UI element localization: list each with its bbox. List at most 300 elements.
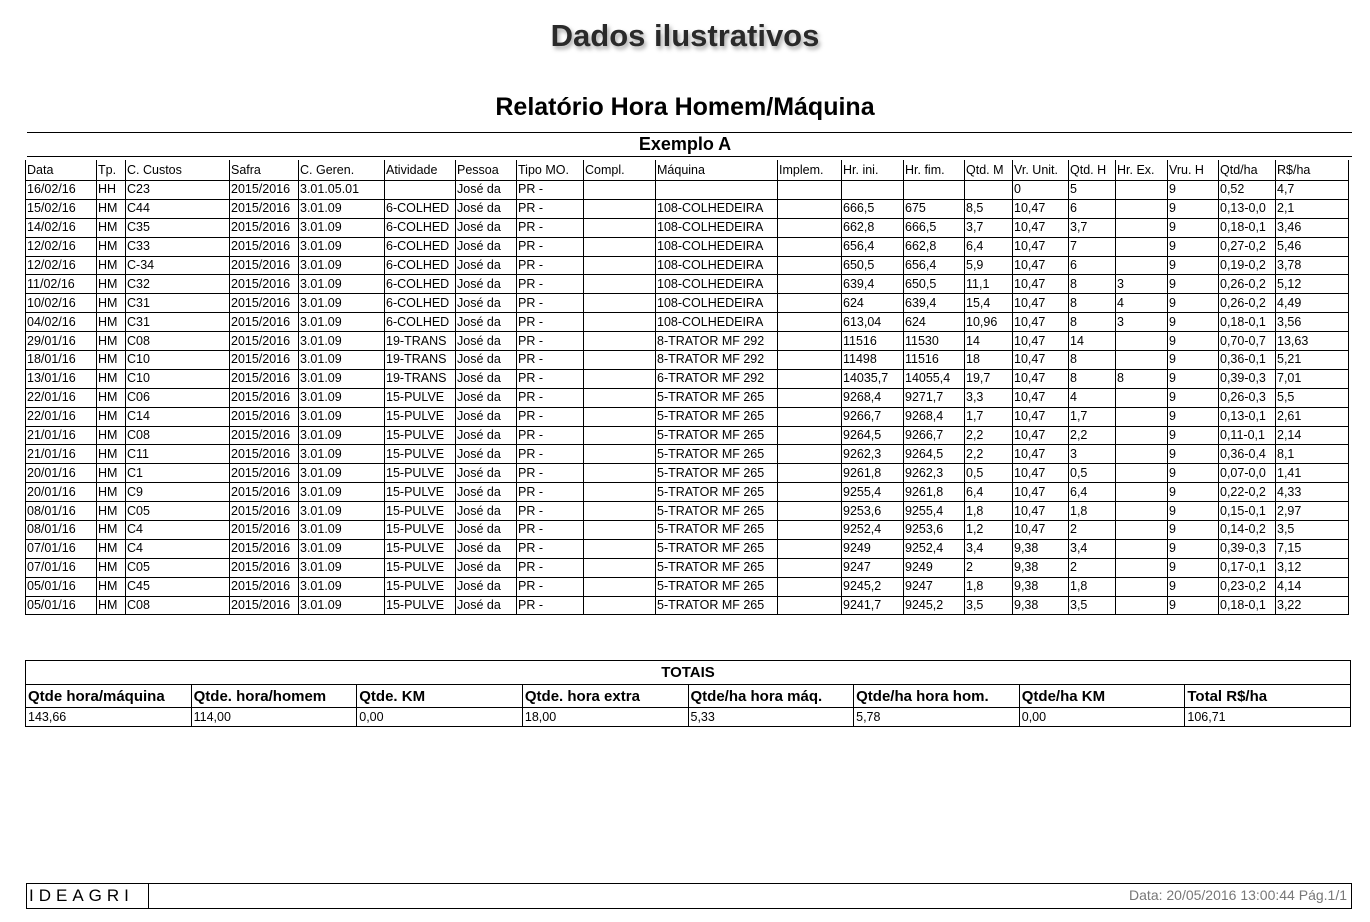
- totals-value: 0,00: [357, 708, 523, 727]
- table-cell: 2: [1069, 558, 1116, 577]
- table-cell: 3.01.09: [299, 369, 385, 388]
- table-cell: PR -: [517, 464, 584, 483]
- table-cell: 9: [1168, 275, 1219, 294]
- table-cell: 3.01.09: [299, 558, 385, 577]
- table-cell: 9245,2: [904, 596, 965, 615]
- table-cell: 9262,3: [904, 464, 965, 483]
- totals-column-header: Qtde. hora extra: [522, 685, 688, 708]
- table-cell: C44: [126, 199, 230, 218]
- table-cell: [904, 181, 965, 200]
- table-row: [26, 294, 1349, 313]
- table-cell: 2015/2016: [230, 369, 299, 388]
- table-cell: 4,7: [1276, 181, 1349, 200]
- table-cell: [778, 275, 842, 294]
- table-cell: [584, 558, 656, 577]
- table-cell: PR -: [517, 502, 584, 521]
- table-cell: 650,5: [842, 256, 904, 275]
- table-cell: 3.01.09: [299, 237, 385, 256]
- table-cell: [1116, 407, 1168, 426]
- table-cell: [965, 181, 1013, 200]
- table-cell: 10,47: [1013, 294, 1069, 313]
- table-cell: [584, 256, 656, 275]
- table-cell: [778, 558, 842, 577]
- table-cell: C4: [126, 521, 230, 540]
- table-cell: 10,47: [1013, 237, 1069, 256]
- totals-value: 5,33: [688, 708, 854, 727]
- table-cell: 9249: [904, 558, 965, 577]
- table-cell: 8: [1069, 369, 1116, 388]
- column-header: Safra: [230, 160, 299, 181]
- table-cell: 0,26-0,2: [1219, 275, 1276, 294]
- totals-column-header: Qtde/ha hora hom.: [854, 685, 1020, 708]
- column-header: Hr. ini.: [842, 160, 904, 181]
- table-cell: 5-TRATOR MF 265: [656, 445, 778, 464]
- table-cell: HM: [97, 426, 126, 445]
- table-cell: 9252,4: [904, 539, 965, 558]
- table-cell: [584, 464, 656, 483]
- table-cell: 9252,4: [842, 521, 904, 540]
- table-cell: 3.01.09: [299, 313, 385, 332]
- table-cell: 15-PULVE: [385, 407, 456, 426]
- table-cell: 0,15-0,1: [1219, 502, 1276, 521]
- table-cell: [584, 445, 656, 464]
- table-cell: 15-PULVE: [385, 426, 456, 445]
- table-cell: 10,47: [1013, 256, 1069, 275]
- table-cell: 3.01.09: [299, 539, 385, 558]
- table-cell: José da: [456, 275, 517, 294]
- table-cell: C06: [126, 388, 230, 407]
- table-cell: 2015/2016: [230, 256, 299, 275]
- table-cell: 3.01.09: [299, 426, 385, 445]
- table-cell: 9: [1168, 332, 1219, 351]
- totals-value: 106,71: [1185, 708, 1351, 727]
- table-cell: 8: [1069, 275, 1116, 294]
- table-cell: 15-PULVE: [385, 539, 456, 558]
- table-cell: 3: [1116, 275, 1168, 294]
- table-cell: 9245,2: [842, 577, 904, 596]
- column-header: Qtd/ha: [1219, 160, 1276, 181]
- table-cell: HM: [97, 388, 126, 407]
- table-cell: 2015/2016: [230, 181, 299, 200]
- table-cell: 20/01/16: [26, 483, 97, 502]
- table-cell: 3.01.09: [299, 332, 385, 351]
- table-cell: 9: [1168, 502, 1219, 521]
- table-cell: [1116, 558, 1168, 577]
- table-cell: 624: [904, 313, 965, 332]
- table-cell: [778, 313, 842, 332]
- table-cell: 0,36-0,1: [1219, 351, 1276, 370]
- table-cell: 9: [1168, 237, 1219, 256]
- table-cell: [584, 369, 656, 388]
- table-cell: 10,47: [1013, 351, 1069, 370]
- table-cell: 7,15: [1276, 539, 1349, 558]
- table-cell: 6-COLHED: [385, 275, 456, 294]
- table-cell: 9,38: [1013, 539, 1069, 558]
- column-header: Implem.: [778, 160, 842, 181]
- totals-value: 143,66: [26, 708, 192, 727]
- table-cell: 6-COLHED: [385, 199, 456, 218]
- table-cell: 08/01/16: [26, 521, 97, 540]
- column-header: Hr. fim.: [904, 160, 965, 181]
- table-cell: [778, 351, 842, 370]
- table-cell: 19-TRANS: [385, 369, 456, 388]
- table-cell: 0,19-0,2: [1219, 256, 1276, 275]
- totals-caption: TOTAIS: [26, 661, 1351, 685]
- table-cell: 3.01.09: [299, 275, 385, 294]
- table-cell: 2015/2016: [230, 596, 299, 615]
- table-cell: 10,96: [965, 313, 1013, 332]
- table-row: [26, 332, 1349, 351]
- table-cell: 2015/2016: [230, 199, 299, 218]
- table-cell: 9253,6: [904, 521, 965, 540]
- divider: [27, 132, 1352, 133]
- ideagri-logo: IDEAGRI: [27, 884, 149, 908]
- table-cell: 2015/2016: [230, 351, 299, 370]
- table-cell: 9261,8: [904, 483, 965, 502]
- table-cell: José da: [456, 369, 517, 388]
- table-cell: 662,8: [904, 237, 965, 256]
- table-row: [26, 369, 1349, 388]
- table-cell: PR -: [517, 294, 584, 313]
- table-cell: [778, 445, 842, 464]
- table-cell: [584, 483, 656, 502]
- table-cell: 2,61: [1276, 407, 1349, 426]
- table-cell: 3.01.05.01: [299, 181, 385, 200]
- footer-date-page: Data: 20/05/2016 13:00:44 Pág.1/1: [1129, 887, 1347, 903]
- table-cell: 2015/2016: [230, 332, 299, 351]
- table-cell: 0,5: [1069, 464, 1116, 483]
- table-cell: 9: [1168, 539, 1219, 558]
- table-cell: 21/01/16: [26, 426, 97, 445]
- table-cell: 5-TRATOR MF 265: [656, 407, 778, 426]
- report-subtitle: Exemplo A: [638, 134, 732, 154]
- table-cell: 5,5: [1276, 388, 1349, 407]
- table-cell: 666,5: [842, 199, 904, 218]
- table-cell: 18/01/16: [26, 351, 97, 370]
- table-cell: 07/01/16: [26, 558, 97, 577]
- column-header: Vru. H: [1168, 160, 1219, 181]
- table-cell: 6,4: [1069, 483, 1116, 502]
- table-cell: José da: [456, 558, 517, 577]
- table-cell: 11/02/16: [26, 275, 97, 294]
- table-cell: 14055,4: [904, 369, 965, 388]
- table-cell: 5: [1069, 181, 1116, 200]
- table-cell: 9268,4: [904, 407, 965, 426]
- table-cell: 3,3: [965, 388, 1013, 407]
- table-cell: 13/01/16: [26, 369, 97, 388]
- table-cell: 9: [1168, 483, 1219, 502]
- table-cell: 19,7: [965, 369, 1013, 388]
- table-cell: 15,4: [965, 294, 1013, 313]
- table-cell: 1,8: [1069, 577, 1116, 596]
- table-cell: [584, 351, 656, 370]
- table-cell: 2015/2016: [230, 313, 299, 332]
- table-cell: 108-COLHEDEIRA: [656, 313, 778, 332]
- table-row: [26, 521, 1349, 540]
- table-cell: HM: [97, 464, 126, 483]
- watermark-banner: Dados ilustrativos: [550, 18, 820, 53]
- table-cell: 5-TRATOR MF 265: [656, 426, 778, 445]
- table-cell: PR -: [517, 426, 584, 445]
- table-cell: 05/01/16: [26, 577, 97, 596]
- totals-value: 18,00: [522, 708, 688, 727]
- table-cell: 666,5: [904, 218, 965, 237]
- totals-column-header: Qtde. hora/homem: [191, 685, 357, 708]
- table-cell: José da: [456, 313, 517, 332]
- table-cell: 8-TRATOR MF 292: [656, 332, 778, 351]
- table-cell: [778, 332, 842, 351]
- table-cell: C35: [126, 218, 230, 237]
- table-cell: 9: [1168, 596, 1219, 615]
- table-cell: 8: [1069, 294, 1116, 313]
- table-cell: 9: [1168, 445, 1219, 464]
- totals-value: 5,78: [854, 708, 1020, 727]
- table-cell: 2015/2016: [230, 558, 299, 577]
- table-cell: [584, 199, 656, 218]
- records-table: [25, 160, 1349, 615]
- table-cell: HM: [97, 218, 126, 237]
- column-header: Compl.: [584, 160, 656, 181]
- table-cell: 11516: [904, 351, 965, 370]
- table-cell: [385, 181, 456, 200]
- column-header: Vr. Unit.: [1013, 160, 1069, 181]
- table-cell: [584, 521, 656, 540]
- table-cell: 108-COLHEDEIRA: [656, 199, 778, 218]
- table-row: [26, 596, 1349, 615]
- table-cell: 4,49: [1276, 294, 1349, 313]
- table-cell: 108-COLHEDEIRA: [656, 237, 778, 256]
- table-cell: 3.01.09: [299, 218, 385, 237]
- table-cell: 15-PULVE: [385, 521, 456, 540]
- table-row: [26, 218, 1349, 237]
- table-cell: 0,26-0,2: [1219, 294, 1276, 313]
- table-cell: HH: [97, 181, 126, 200]
- table-cell: José da: [456, 577, 517, 596]
- table-cell: 10,47: [1013, 199, 1069, 218]
- table-cell: 9266,7: [842, 407, 904, 426]
- table-cell: 0,5: [965, 464, 1013, 483]
- totals-column-header: Total R$/ha: [1185, 685, 1351, 708]
- table-cell: C14: [126, 407, 230, 426]
- table-cell: 108-COLHEDEIRA: [656, 275, 778, 294]
- table-cell: 1,7: [1069, 407, 1116, 426]
- table-cell: 9: [1168, 218, 1219, 237]
- table-cell: 6-COLHED: [385, 256, 456, 275]
- totals-value: 0,00: [1019, 708, 1185, 727]
- table-cell: 4,33: [1276, 483, 1349, 502]
- table-cell: C45: [126, 577, 230, 596]
- table-cell: 0,26-0,3: [1219, 388, 1276, 407]
- table-cell: [778, 388, 842, 407]
- table-cell: HM: [97, 539, 126, 558]
- table-cell: [778, 577, 842, 596]
- table-cell: [778, 237, 842, 256]
- table-cell: HM: [97, 483, 126, 502]
- table-cell: PR -: [517, 275, 584, 294]
- table-cell: 9247: [904, 577, 965, 596]
- column-header: Tp.: [97, 160, 126, 181]
- table-cell: [584, 237, 656, 256]
- table-cell: 10,47: [1013, 275, 1069, 294]
- column-header: C. Geren.: [299, 160, 385, 181]
- table-cell: 9: [1168, 351, 1219, 370]
- table-cell: 5-TRATOR MF 265: [656, 577, 778, 596]
- table-cell: 108-COLHEDEIRA: [656, 256, 778, 275]
- table-cell: 3: [1116, 313, 1168, 332]
- table-cell: [1116, 426, 1168, 445]
- table-cell: 3,78: [1276, 256, 1349, 275]
- table-row: [26, 464, 1349, 483]
- table-cell: HM: [97, 577, 126, 596]
- table-cell: 3.01.09: [299, 502, 385, 521]
- table-cell: PR -: [517, 351, 584, 370]
- table-row: [26, 275, 1349, 294]
- table-cell: 9: [1168, 426, 1219, 445]
- table-cell: [584, 388, 656, 407]
- table-cell: [1116, 539, 1168, 558]
- table-cell: 5,46: [1276, 237, 1349, 256]
- table-cell: 3.01.09: [299, 407, 385, 426]
- table-cell: 2015/2016: [230, 388, 299, 407]
- table-cell: 10/02/16: [26, 294, 97, 313]
- table-cell: 9262,3: [842, 445, 904, 464]
- table-cell: 639,4: [904, 294, 965, 313]
- table-cell: 9271,7: [904, 388, 965, 407]
- table-row: [26, 483, 1349, 502]
- table-cell: 108-COLHEDEIRA: [656, 218, 778, 237]
- table-cell: PR -: [517, 539, 584, 558]
- table-cell: HM: [97, 237, 126, 256]
- table-cell: José da: [456, 237, 517, 256]
- table-cell: 3,12: [1276, 558, 1349, 577]
- table-cell: 0,18-0,1: [1219, 218, 1276, 237]
- table-cell: 12/02/16: [26, 237, 97, 256]
- table-cell: 9253,6: [842, 502, 904, 521]
- table-cell: 3.01.09: [299, 596, 385, 615]
- table-cell: [1116, 502, 1168, 521]
- table-cell: José da: [456, 332, 517, 351]
- table-cell: [842, 181, 904, 200]
- table-cell: 108-COLHEDEIRA: [656, 294, 778, 313]
- table-cell: [584, 218, 656, 237]
- table-cell: [778, 407, 842, 426]
- table-cell: PR -: [517, 332, 584, 351]
- table-cell: 3.01.09: [299, 351, 385, 370]
- table-cell: 3.01.09: [299, 256, 385, 275]
- table-cell: 0,14-0,2: [1219, 521, 1276, 540]
- table-cell: PR -: [517, 237, 584, 256]
- table-cell: 675: [904, 199, 965, 218]
- table-cell: 5-TRATOR MF 265: [656, 464, 778, 483]
- table-cell: 8: [1069, 313, 1116, 332]
- table-cell: C05: [126, 558, 230, 577]
- table-cell: 10,47: [1013, 464, 1069, 483]
- table-cell: 4,14: [1276, 577, 1349, 596]
- table-cell: 656,4: [842, 237, 904, 256]
- table-cell: 2015/2016: [230, 237, 299, 256]
- table-cell: 5-TRATOR MF 265: [656, 502, 778, 521]
- table-cell: José da: [456, 483, 517, 502]
- table-cell: C33: [126, 237, 230, 256]
- table-row: [26, 445, 1349, 464]
- table-cell: 2,1: [1276, 199, 1349, 218]
- table-cell: 3.01.09: [299, 577, 385, 596]
- table-cell: 2015/2016: [230, 294, 299, 313]
- table-cell: 9266,7: [904, 426, 965, 445]
- table-cell: HM: [97, 596, 126, 615]
- table-cell: 1,8: [1069, 502, 1116, 521]
- table-cell: 3.01.09: [299, 521, 385, 540]
- table-cell: 650,5: [904, 275, 965, 294]
- table-cell: PR -: [517, 577, 584, 596]
- table-cell: 0,07-0,0: [1219, 464, 1276, 483]
- table-cell: [656, 181, 778, 200]
- table-row: [26, 351, 1349, 370]
- table-cell: José da: [456, 502, 517, 521]
- table-cell: 15-PULVE: [385, 388, 456, 407]
- table-cell: PR -: [517, 558, 584, 577]
- table-cell: 3,4: [1069, 539, 1116, 558]
- table-cell: 11498: [842, 351, 904, 370]
- column-header: Qtd. M: [965, 160, 1013, 181]
- table-cell: [584, 275, 656, 294]
- table-cell: C31: [126, 313, 230, 332]
- totals-values-row: [26, 708, 1351, 727]
- table-cell: C08: [126, 426, 230, 445]
- table-cell: 6-TRATOR MF 292: [656, 369, 778, 388]
- totals-column-header: Qtde/ha KM: [1019, 685, 1185, 708]
- column-header: R$/ha: [1276, 160, 1349, 181]
- table-cell: 8,1: [1276, 445, 1349, 464]
- table-cell: 5-TRATOR MF 265: [656, 558, 778, 577]
- table-cell: 3,4: [965, 539, 1013, 558]
- table-cell: 9264,5: [842, 426, 904, 445]
- table-row: [26, 237, 1349, 256]
- table-cell: [778, 181, 842, 200]
- table-cell: [778, 539, 842, 558]
- table-row: [26, 407, 1349, 426]
- table-cell: 5,9: [965, 256, 1013, 275]
- table-cell: [584, 539, 656, 558]
- table-cell: 9,38: [1013, 596, 1069, 615]
- table-cell: 12/02/16: [26, 256, 97, 275]
- table-cell: [778, 521, 842, 540]
- table-cell: 2015/2016: [230, 502, 299, 521]
- table-cell: [1116, 464, 1168, 483]
- table-cell: 3,5: [1276, 521, 1349, 540]
- table-cell: [584, 426, 656, 445]
- table-cell: José da: [456, 407, 517, 426]
- table-cell: 9255,4: [904, 502, 965, 521]
- column-header: Máquina: [656, 160, 778, 181]
- table-cell: 3,7: [1069, 218, 1116, 237]
- table-cell: 10,47: [1013, 426, 1069, 445]
- totals-column-header: Qtde/ha hora máq.: [688, 685, 854, 708]
- table-cell: [1116, 218, 1168, 237]
- table-cell: 5-TRATOR MF 265: [656, 539, 778, 558]
- table-cell: 9,38: [1013, 577, 1069, 596]
- table-cell: 613,04: [842, 313, 904, 332]
- table-cell: PR -: [517, 445, 584, 464]
- table-cell: 0,18-0,1: [1219, 313, 1276, 332]
- table-cell: 18: [965, 351, 1013, 370]
- table-cell: HM: [97, 199, 126, 218]
- table-cell: 14: [1069, 332, 1116, 351]
- table-cell: 6-COLHED: [385, 294, 456, 313]
- table-cell: [584, 407, 656, 426]
- table-cell: 13,63: [1276, 332, 1349, 351]
- table-cell: 14035,7: [842, 369, 904, 388]
